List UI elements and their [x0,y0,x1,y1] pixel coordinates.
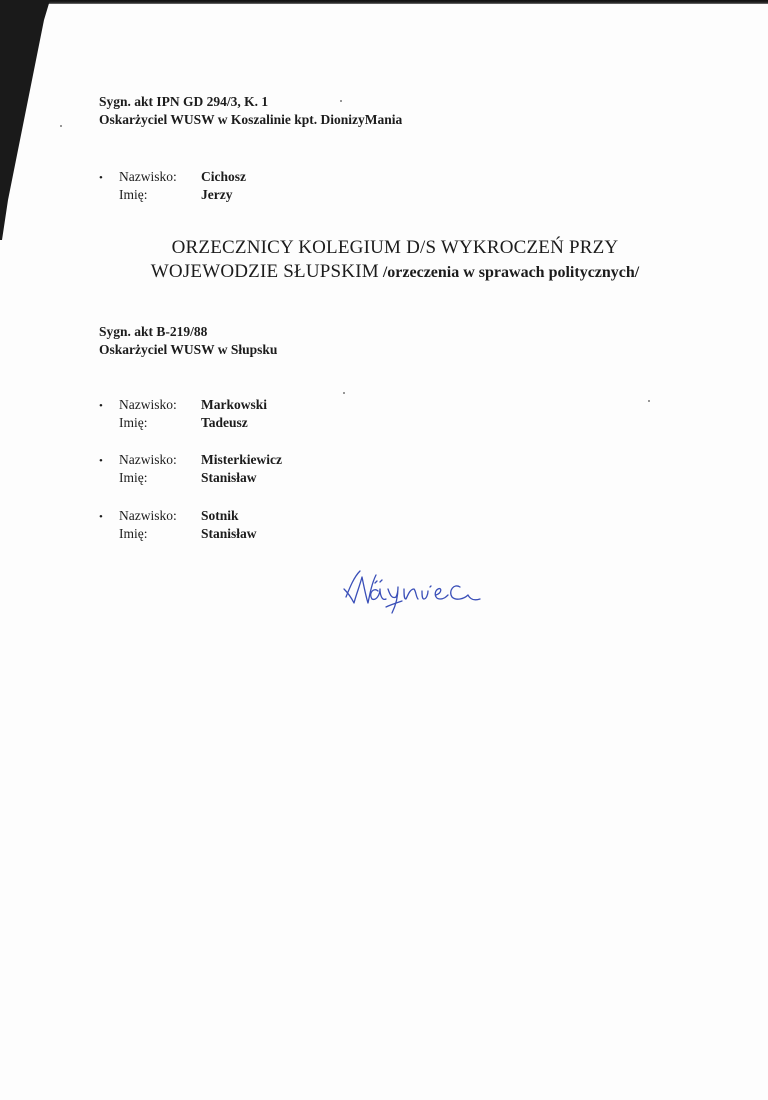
person-entry [99,451,282,487]
surname-value: Cichosz [201,169,246,184]
page-subtitle: /orzeczenia w sprawach politycznych/ [378,264,640,281]
name-value: Stanisław [201,470,257,485]
handwritten-signature [342,565,484,615]
case1-signature-line: Sygn. akt IPN GD 294/3, K. 1 [99,94,269,109]
name-label: Imię: [119,415,148,430]
page-title-line2: WOJEWODZIE SŁUPSKIM [150,261,379,282]
bullet: • [99,455,103,467]
name-value: Jerzy [201,187,233,202]
scan-left-edge [0,0,50,240]
case2-header [99,323,277,359]
scan-speck [343,392,345,394]
case2-prosecutor-line: Oskarżyciel WUSW w Słupsku [99,342,278,357]
name-label: Imię: [119,526,148,541]
surname-value: Sotnik [201,508,239,523]
page-title-line1: ORZECZNICY KOLEGIUM D/S WYKROCZEŃ PRZY [171,237,619,258]
case1-header [99,93,402,129]
scan-speck [648,400,650,402]
surname-label: Nazwisko: [119,452,177,467]
person-entry [99,507,257,543]
scan-speck [60,125,62,127]
surname-label: Nazwisko: [119,169,177,184]
bullet: • [99,172,103,184]
page-title [60,236,730,285]
bullet: • [99,400,103,412]
scan-top-edge [0,0,768,4]
surname-label: Nazwisko: [119,508,177,523]
surname-value: Markowski [201,397,268,412]
person-entry [99,396,267,432]
bullet: • [99,511,103,523]
person-entry [99,168,246,204]
surname-label: Nazwisko: [119,397,177,412]
surname-value: Misterkiewicz [201,452,282,467]
case1-prosecutor-line: Oskarżyciel WUSW w Koszalinie kpt. DionizyMania [99,112,403,127]
name-label: Imię: [119,470,148,485]
case2-signature-line: Sygn. akt B-219/88 [99,324,208,339]
name-value: Tadeusz [201,415,248,430]
name-label: Imię: [119,187,148,202]
name-value: Stanisław [201,526,257,541]
